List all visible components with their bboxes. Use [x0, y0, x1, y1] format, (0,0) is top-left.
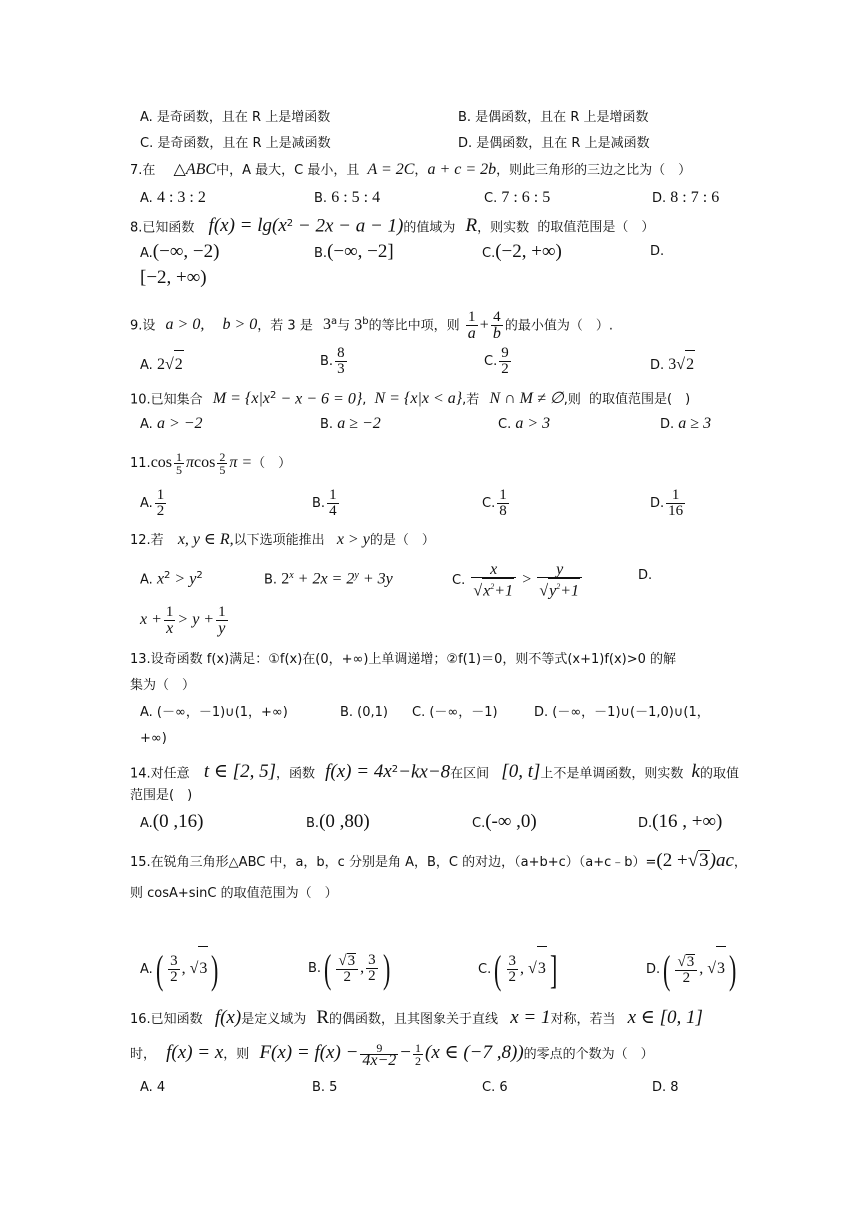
q8-option-b [314, 242, 394, 264]
q15-option-a: A.( $\frac{3}{2}$ , √3) [140, 946, 219, 992]
q16-f: f(x) [214, 1007, 242, 1028]
q9-d-radicand: 2 [685, 350, 695, 379]
q9-text-5: 的最小值为（ ）. [504, 318, 613, 334]
q8-text-1: 8.已知函数 [130, 220, 195, 236]
q11-pi-2: π = [229, 454, 253, 471]
q16-text-6: ，则 [223, 1047, 250, 1062]
q9-option-b [320, 346, 349, 378]
q10-b-label: B. [320, 417, 334, 432]
q15-expr-a: (2 + [656, 850, 688, 871]
q10-a-label: A. [140, 417, 153, 432]
q12-option-a: A. $x^2 > y^2$ [140, 570, 203, 588]
q12-c-frac-x: $\frac{x}{√x^2+1}$ [471, 562, 516, 599]
q14-b-value: (0 ,80) [319, 811, 370, 832]
q14-a-value: (0 ,16) [152, 811, 204, 832]
q9-a-label: A. [140, 358, 153, 373]
q12-option-d [140, 602, 230, 639]
q14-interval: [0, t] [501, 761, 541, 783]
q9-power-a-exp: a [330, 316, 338, 327]
q9-power-a-base: 3 [322, 316, 331, 334]
q16-fx: f(x) = x [166, 1042, 224, 1063]
q8-option-d-value [140, 268, 207, 290]
q15-c-label: C. [478, 962, 492, 977]
q11-text-1: 11. [130, 456, 151, 471]
q16-text-7: 的零点的个数为（ ） [523, 1047, 654, 1062]
q9-d-label: D. [650, 358, 665, 373]
q16-condition: x ∈ [0, 1] [627, 1007, 703, 1028]
q16-range: (x ∈ (−7 ,8)) [425, 1042, 524, 1063]
q9-a-coef: 2 [156, 356, 165, 373]
q14-function: f(x) = 4x [325, 761, 392, 783]
q7-sep: ， [414, 163, 428, 178]
q11-cos-1: cos [150, 454, 173, 471]
q12-option-d-label: D. [638, 568, 653, 583]
q11-option-d [650, 486, 687, 522]
q12-d-mid: > y + [177, 611, 215, 628]
q7-abc: ABC [185, 161, 217, 178]
q12-d-frac-2: $\frac{1}{y}$ [218, 604, 226, 637]
q12-c-gt: > [522, 571, 532, 588]
q9-frac-1: $\frac{1}{a}$ [467, 309, 476, 343]
q16-R: R [316, 1007, 330, 1028]
q10-d-label: D. [660, 417, 675, 432]
q11-frac-2: $\frac{2}{5}$ [219, 450, 226, 477]
q9-power-b-exp: b [362, 316, 369, 327]
q15-text-1: 15.在锐角三角形△ABC 中，a，b，c 分别是角 A，B，C 的对边，（a+b+c）（a+c﹣b）= [130, 855, 657, 870]
q10-text-4: 的取值范围是( ) [589, 392, 691, 408]
q10-set-M: M = {x|x [212, 390, 270, 408]
q11-text-2: （ ） [252, 456, 292, 471]
q7-eq2: a + c = 2b [427, 161, 497, 178]
q10-set-M-rest: − x − 6 = 0} [276, 390, 363, 408]
q12-condition: x > y [336, 531, 370, 548]
q11-pi-1: π [186, 454, 195, 471]
q9-a-radicand: 2 [174, 350, 184, 379]
q7-d-value: 8 : 7 : 6 [670, 189, 720, 206]
q7-option-a [140, 188, 206, 209]
q11-a-frac: $\frac{1}{2}$ [156, 487, 165, 519]
q7-stem [130, 160, 691, 181]
q8-text-4: 的取值范围是（ ） [537, 220, 655, 236]
q13-option-b: B. (0,1) [340, 705, 389, 720]
q15-option-c: C.( $\frac{3}{2}$ , √3] [478, 946, 558, 992]
q9-plus: + [479, 316, 489, 334]
q9-option-a: A. 2√2 [140, 350, 184, 380]
q16-option-a: A. 4 [140, 1080, 166, 1095]
q8-function: f(x) = lg(x [208, 215, 287, 237]
q14-text-4: 上不是单调函数，则实数 [540, 766, 684, 782]
q14-function-rest: −kx−8 [398, 761, 451, 783]
q9-cond-a: a > 0, [165, 316, 205, 334]
q7-option-b [314, 188, 380, 209]
q16-option-d: D. 8 [652, 1080, 679, 1095]
q10-condition: N ∩ M ≠ ∅ [489, 390, 564, 408]
q10-comma: , [362, 392, 367, 408]
q9-text-1: 9.设 [130, 318, 156, 334]
q16-option-b: B. 5 [312, 1080, 338, 1095]
q13-option-d-cont: +∞) [140, 731, 167, 746]
q12-stem [130, 530, 435, 551]
q9-text-4: 的等比中项，则 [368, 318, 460, 334]
q6-option-a: A. 是奇函数，且在 R 上是增函数 [140, 110, 331, 125]
q8-text-2: 的值域为 [403, 220, 456, 236]
q12-c-frac-y: $\frac{y}{√y^2+1}$ [537, 562, 582, 599]
q9-frac-2: $\frac{4}{b}$ [492, 309, 501, 343]
q12-vars: x, y ∈ R, [177, 531, 234, 548]
q15-option-b: B.( $\frac{√3}{2}$ , $\frac{3}{2}$ ) [308, 945, 390, 991]
q6-option-b: B. 是偶函数，且在 R 上是增函数 [458, 110, 649, 125]
q10-b-value: a ≥ −2 [337, 415, 381, 432]
q10-a-value: a > −2 [156, 415, 203, 432]
q10-option-c [498, 414, 550, 435]
q9-b-frac: $\frac{8}{3}$ [337, 345, 345, 377]
q13-option-a: A. (－∞，－1)∪(1，+∞) [140, 705, 288, 720]
q14-d-label: D. [638, 816, 653, 831]
q7-option-d [652, 188, 719, 209]
q7-triangle: △ [173, 161, 186, 178]
q7-text-1: 7.在 [130, 163, 156, 178]
q9-option-d: D. 3√2 [650, 350, 695, 380]
q9-d-coef: 3 [668, 356, 677, 373]
q8-function-rest: − 2x − a − 1) [293, 215, 404, 237]
q7-option-c [484, 188, 550, 209]
q14-d-value: (16 , +∞) [652, 811, 723, 832]
q10-c-value: a > 3 [515, 415, 551, 432]
q16-frac-9: $\frac{9}{4x-2}$ [362, 1041, 397, 1069]
q9-b-label: B. [320, 354, 334, 369]
q14-b-label: B. [306, 816, 320, 831]
q14-option-c [472, 812, 537, 834]
q7-b-label: B. [314, 191, 328, 206]
q9-c-label: C. [484, 354, 498, 369]
q11-stem [130, 446, 291, 481]
q14-stem-line2: 范围是( ) [130, 788, 193, 803]
q9-text-3: 与 [337, 318, 351, 334]
q10-set-N: N = {x|x < a} [374, 390, 463, 408]
q15-option-d: D.( $\frac{√3}{2}$ , √3) [646, 946, 737, 992]
q11-option-a [140, 486, 168, 522]
q11-option-c [482, 486, 511, 522]
q7-a-label: A. [140, 191, 153, 206]
q12-d-x: x + [140, 611, 162, 628]
q7-a-value: 4 : 3 : 2 [156, 189, 206, 206]
q6-option-d: D. 是偶函数，且在 R 上是减函数 [458, 136, 650, 151]
q10-c-label: C. [498, 417, 512, 432]
q15-stem-line2: 则 cosA+sinC 的取值范围为（ ） [130, 886, 338, 901]
q14-c-label: C. [472, 816, 486, 831]
q12-a-label: A. [140, 572, 153, 588]
q10-text-1: 10.已知集合 [130, 392, 203, 408]
q14-option-d [638, 812, 722, 834]
q13-stem-line2: 集为（ ） [130, 678, 196, 693]
q16-text-5: 时， [130, 1047, 157, 1062]
q9-c-frac: $\frac{9}{2}$ [501, 345, 509, 377]
q11-b-frac: $\frac{1}{4}$ [329, 487, 337, 519]
q16-text-1: 16.已知函数 [130, 1012, 203, 1027]
q14-k: k [691, 761, 700, 783]
q16-text-2: 是定义域为 [241, 1012, 307, 1027]
q15-expr-end: ， [733, 855, 747, 870]
q11-d-label: D. [650, 496, 665, 511]
q8-b-value: (−∞, −2] [327, 241, 394, 262]
q10-option-d [660, 414, 711, 435]
q11-c-label: C. [482, 496, 496, 511]
q11-a-label: A. [140, 496, 153, 511]
q9-power-b-base: 3 [354, 316, 363, 334]
q15-a-label: A. [140, 962, 153, 977]
q10-option-b [320, 414, 381, 435]
q16-minus: − [400, 1042, 412, 1063]
q9-text-2: ，若 3 是 [257, 318, 313, 334]
q11-option-b [312, 486, 341, 522]
q12-text-1: 12.若 [130, 533, 164, 548]
q12-option-b: B. $2^x + 2x = 2^y + 3y$ [264, 570, 393, 588]
q16-F: F(x) = f(x) − [259, 1042, 359, 1063]
q7-b-value: 6 : 5 : 4 [331, 189, 381, 206]
q8-a-label: A. [140, 246, 153, 261]
q10-text-3: ,则 [563, 392, 581, 408]
q8-a-value: (−∞, −2) [152, 241, 220, 262]
q14-t-range: t ∈ [2, 5] [203, 761, 276, 783]
q14-a-label: A. [140, 816, 153, 831]
q7-c-label: C. [484, 191, 498, 206]
q8-c-value: (−2, +∞) [495, 241, 562, 262]
q16-option-c: C. 6 [482, 1080, 508, 1095]
q16-text-3: 的偶函数，且其图象关于直线 [329, 1012, 499, 1027]
q13-option-c: C. (－∞，－1) [412, 705, 498, 720]
q7-text-3: ，则此三角形的三边之比为（ ） [496, 163, 692, 178]
q8-R: R [465, 215, 478, 237]
q7-eq1: A = 2C [367, 161, 415, 178]
q7-c-value: 7 : 6 : 5 [501, 189, 551, 206]
q14-text-1: 14.对任意 [130, 766, 190, 782]
q10-option-a [140, 414, 203, 435]
q12-option-c [452, 560, 584, 601]
q16-stem-line2 [130, 1038, 654, 1070]
q10-d-value: a ≥ 3 [678, 415, 712, 432]
q15-expr-b: )ac [709, 850, 734, 871]
q15-expr-radicand: 3 [699, 850, 709, 871]
q12-text-3: 的是（ ） [369, 533, 435, 548]
q8-option-d-label: D. [650, 244, 665, 259]
q14-text-5: 的取值 [699, 766, 739, 782]
q14-c-value: (-∞ ,0) [485, 811, 537, 832]
q8-d-value: [−2, +∞) [140, 267, 207, 288]
q10-text-2: ,若 [462, 392, 480, 408]
q12-c-label: C. [452, 573, 466, 588]
q16-text-4: 对称，若当 [550, 1012, 616, 1027]
q8-option-c [482, 242, 562, 264]
q8-option-a [140, 242, 219, 264]
q12-text-2: 以下选项能推出 [233, 533, 325, 548]
q14-stem: 14.对任意 t ∈ [2, 5]，函数 $f(x) = 4x^2-kx-8$在区间 [0, t]上不是单调函数，则实数 k的取值 [130, 761, 739, 783]
q14-text-3: 在区间 [450, 766, 490, 782]
q7-text-2: 中，A 最大，C 最小，且 [216, 163, 360, 178]
q16-line-x1: x = 1 [510, 1007, 551, 1028]
q10-stem: 10.已知集合 $M = \{x|x^2 - x - 6 = 0\}$, N = {x|x < a},若 N ∩ M ≠ ∅,则 的取值范围是( ) [130, 390, 691, 408]
q7-d-label: D. [652, 191, 667, 206]
q14-option-b [306, 812, 370, 834]
q9-option-c [484, 346, 513, 378]
q11-frac-1: $\frac{1}{5}$ [176, 450, 183, 477]
q15-b-label: B. [308, 961, 322, 976]
q15-stem-line1: 15.在锐角三角形△ABC 中，a，b，c 分别是角 A，B，C 的对边，（a+b+c）（a+c﹣b）=(2 +√3)ac， [130, 850, 747, 871]
q12-b-label: B. [264, 572, 278, 588]
q9-cond-b: b > 0 [222, 316, 258, 334]
q8-c-label: C. [482, 246, 496, 261]
q6-option-c: C. 是奇函数，且在 R 上是减函数 [140, 136, 331, 151]
q8-text-3: ，则实数 [477, 220, 530, 236]
q13-option-d: D. (－∞，－1)∪(－1,0)∪(1， [534, 705, 710, 720]
q8-stem: 8.已知函数 $f(x) = \lg(x^2 - 2x - a - 1)$的值域为 R，则实数 的取值范围是（ ） [130, 215, 655, 237]
q11-c-frac: $\frac{1}{8}$ [499, 487, 507, 519]
q16-frac-half: $\frac{1}{2}$ [415, 1041, 422, 1068]
q12-d-frac-1: $\frac{1}{x}$ [165, 604, 174, 637]
q11-b-label: B. [312, 496, 326, 511]
q11-cos-2: cos [194, 454, 216, 471]
q9-stem [130, 304, 613, 344]
q16-stem-line1 [130, 1008, 703, 1030]
q15-d-label: D. [646, 962, 661, 977]
q8-b-label: B. [314, 246, 328, 261]
q11-d-frac: $\frac{1}{16}$ [668, 487, 684, 519]
q13-stem-line1: 13.设奇函数 f(x)满足：①f(x)在(0，+∞)上单调递增；②f(1)＝0，则不等式(x+1)f(x)>0 的解 [130, 652, 677, 667]
q14-option-a [140, 812, 203, 834]
q14-text-2: ，函数 [275, 766, 315, 782]
